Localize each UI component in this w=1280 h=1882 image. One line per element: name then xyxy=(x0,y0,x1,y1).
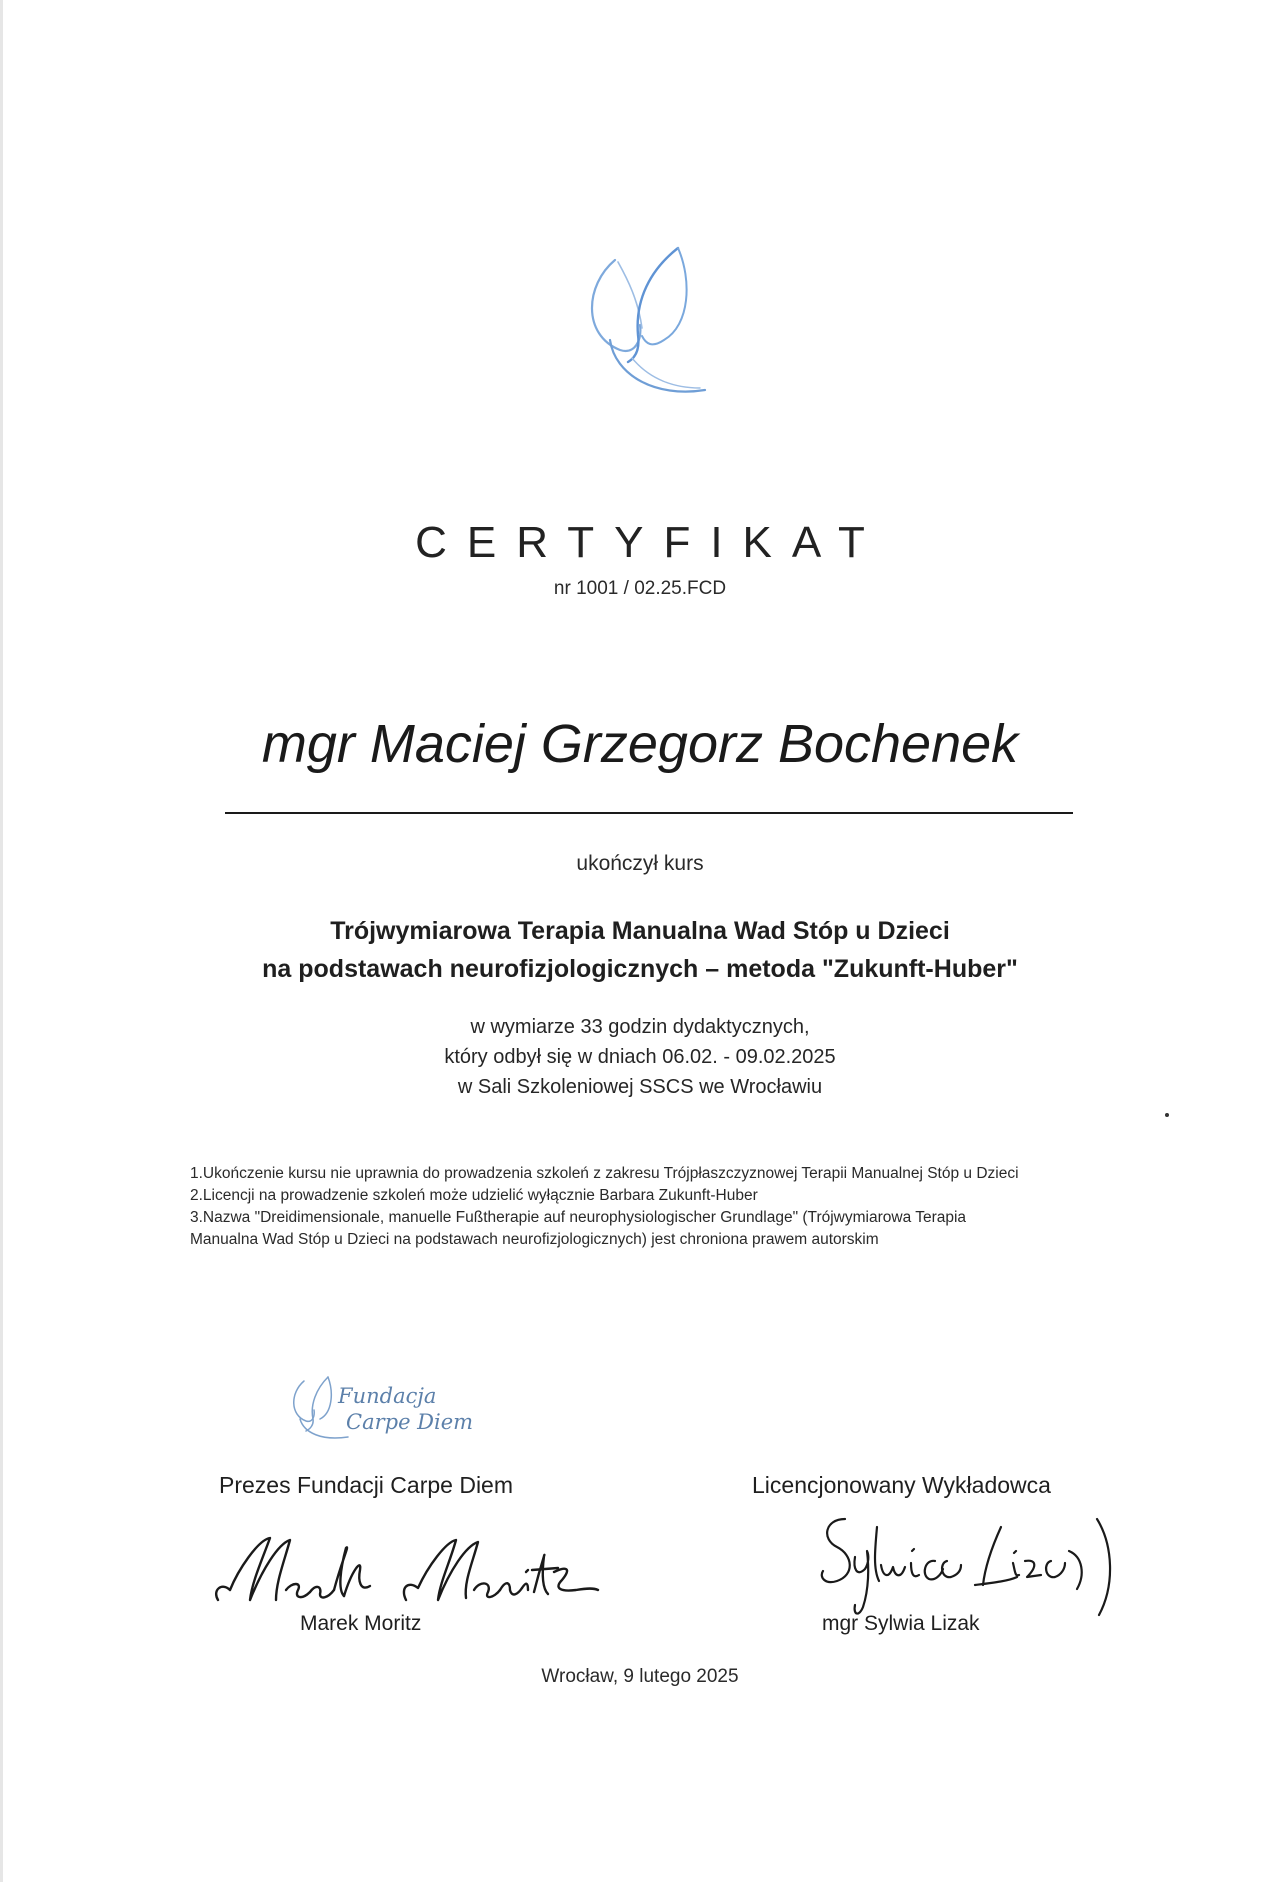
notes-section xyxy=(190,1163,1130,1251)
right-signatory-title: Licencjonowany Wykładowca xyxy=(752,1472,1051,1498)
left-signatory-name: Marek Moritz xyxy=(300,1612,422,1635)
course-title-line-1: Trójwymiarowa Terapia Manualna Wad Stóp u Dzieci xyxy=(330,917,950,945)
note-3: 3.Nazwa "Dreidimensionale, manuelle Fußtherapie auf neurophysiologischer Grundlage" (Trójwymiarowa Terapia xyxy=(190,1209,967,1226)
course-title xyxy=(0,912,1280,988)
right-signature xyxy=(815,1505,1135,1625)
left-signatory-title: Prezes Fundacji Carpe Diem xyxy=(219,1472,514,1498)
certificate-number: nr 1001 / 02.25.FCD xyxy=(553,578,727,599)
right-signatory-name: mgr Sylwia Lizak xyxy=(822,1612,980,1635)
foundation-logo-line-1: Fundacja xyxy=(338,1384,437,1408)
details-hours: w wymiarze 33 godzin dydaktycznych, xyxy=(470,1016,810,1038)
note-1: 1.Ukończenie kursu nie uprawnia do prowadzenia szkoleń z zakresu Trójpłaszczyznowej Terapii Manualnej Stóp u Dzieci xyxy=(190,1165,1019,1182)
details-dates: który odbył się w dniach 06.02. - 09.02.2025 xyxy=(444,1046,836,1068)
foundation-logo-text xyxy=(338,1383,473,1435)
course-title-line-2: na podstawach neurofizjologicznych – metoda "Zukunft-Huber" xyxy=(262,955,1018,983)
left-signature xyxy=(210,1520,610,1620)
butterfly-logo-icon xyxy=(580,240,730,410)
completed-text: ukończył kurs xyxy=(576,852,704,875)
recipient-name: mgr Maciej Grzegorz Bochenek xyxy=(261,714,1019,774)
stray-mark xyxy=(1165,1113,1169,1117)
course-details xyxy=(0,1012,1280,1102)
foundation-logo-line-2: Carpe Diem xyxy=(346,1410,474,1434)
details-location: w Sali Szkoleniowej SSCS we Wrocławiu xyxy=(457,1076,823,1098)
place-and-date: Wrocław, 9 lutego 2025 xyxy=(541,1666,739,1687)
name-underline xyxy=(225,812,1073,814)
note-3-continued: Manualna Wad Stóp u Dzieci na podstawach neurofizjologicznych) jest chroniona prawem autorskim xyxy=(190,1231,879,1248)
note-2: 2.Licencji na prowadzenie szkoleń może udzielić wyłącznie Barbara Zukunft-Huber xyxy=(190,1187,758,1204)
certificate-title: CERTYFIKAT xyxy=(415,518,885,567)
